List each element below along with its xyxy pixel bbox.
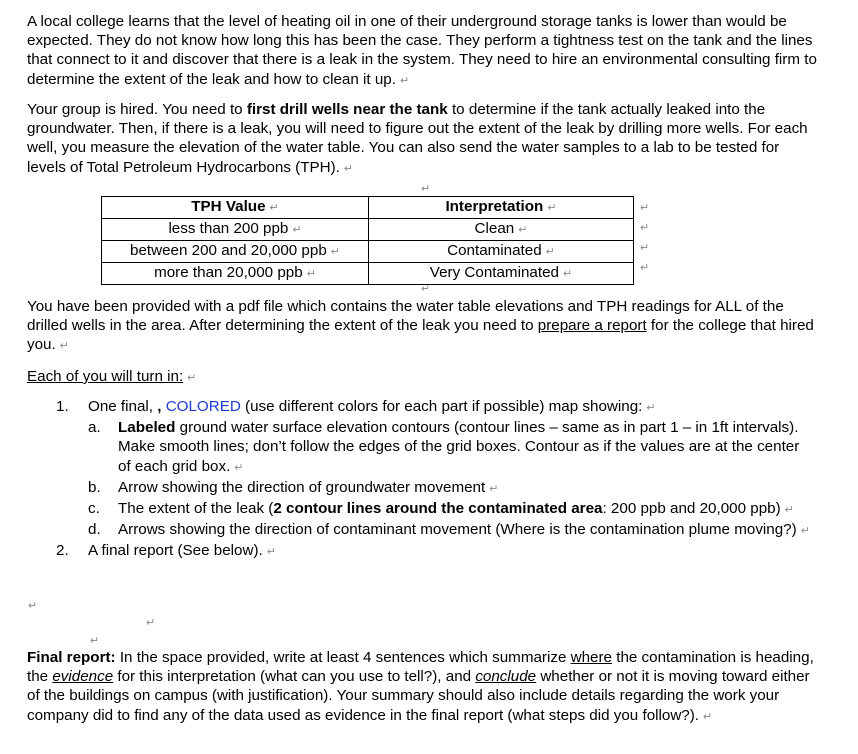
table-row bbox=[102, 263, 634, 285]
table-cell: Very Contaminated ↵ bbox=[369, 263, 634, 285]
row-end-mark-icon: ↵ bbox=[640, 222, 650, 234]
paragraph-mark-icon: ↵ bbox=[90, 635, 100, 647]
list-item: c. The extent of the leak (2 contour lines around the contaminated area: 200 ppb and 20,000 ppb) ↵ bbox=[88, 500, 794, 518]
paragraph-mark-icon: ↵ bbox=[146, 617, 156, 629]
report-link-text: prepare a report bbox=[537, 317, 647, 335]
list-item: d. Arrows showing the direction of contaminant movement (Where is the contamination plume moving?) ↵ bbox=[88, 521, 810, 539]
table-header-cell: TPH Value ↵ bbox=[102, 197, 369, 219]
paragraph-mark-icon: ↵ bbox=[343, 162, 354, 175]
turn-in-heading: Each of you will turn in: ↵ bbox=[27, 368, 197, 385]
list-item: 2. A final report (See below). ↵ bbox=[56, 542, 276, 560]
table-row bbox=[102, 241, 634, 263]
row-end-mark-icon: ↵ bbox=[640, 242, 650, 254]
paragraph-mark-icon: ↵ bbox=[703, 710, 713, 723]
hired-paragraph: Your group is hired. You need to first drill wells near the tank to determine if the tank actually leaked into the groundwater. Then, if there is a leak, you will need to figure out the extent of the leak by drilling more wells. For each well, you measure the elevation of the water table. You can also send the water samples to a lab to be tested for levels of Total Petroleum Hydrocarbons (TPH). ↵ bbox=[27, 101, 808, 176]
paragraph-mark-icon: ↵ bbox=[399, 74, 410, 87]
paragraph-mark-icon: ↵ bbox=[59, 340, 69, 353]
list-item: 1. One final, , COLORED (use different colors for each part if possible) map showing: ↵ a. Labeled ground water surface elevation contours (contour lines – same as in part 1 – in 1ft intervals). Make smooth lines; don’t follow the edges of the grid boxes. Contour as if the values are at the center of each grid box. ↵ b. Arrow showing the direction of groundwater movement ↵ c. The extent of the leak (2 contour lines around the contaminated area: 200 ppb and 20,000 ppb) ↵ d. Arrows showing the direction of contaminant movement (Where is the contamination plume moving?) ↵ bbox=[56, 397, 816, 541]
table-cell: Clean ↵ bbox=[369, 219, 634, 241]
table-cell: more than 20,000 ppb ↵ bbox=[102, 263, 369, 285]
table-cell: between 200 and 20,000 ppb ↵ bbox=[102, 241, 369, 263]
tph-table bbox=[101, 196, 634, 285]
row-end-mark-icon: ↵ bbox=[640, 262, 650, 274]
table-header-cell: Interpretation ↵ bbox=[369, 197, 634, 219]
final-report-paragraph: Final report: In the space provided, write at least 4 sentences which summarize where the contamination is heading, the evidence for this interpretation (what can you use to tell?), and conclude whether or not it is moving toward either of the buildings on campus (with justification). Your summary should also include details regarding the work your company did to find any of the data used as evidence in the final report (what steps did you follow?). ↵ bbox=[27, 649, 814, 724]
table-cell: Contaminated ↵ bbox=[369, 241, 634, 263]
table-row bbox=[102, 219, 634, 241]
provided-paragraph: You have been provided with a pdf file which contains the water table elevations and TPH readings for ALL of the drilled wells in the area. After determining the extent of the leak you need to prepare a report for the college that hired you. ↵ bbox=[27, 298, 814, 354]
paragraph-mark-icon: ↵ bbox=[28, 600, 38, 612]
list-item: a. Labeled ground water surface elevation contours (contour lines – same as in part 1 – in 1ft intervals). Make smooth lines; don’t follow the edges of the grid boxes. Contour as if the values are at the center of each grid box. ↵ bbox=[88, 419, 800, 475]
paragraph-mark-icon: ↵ bbox=[421, 283, 431, 295]
paragraph-mark-icon: ↵ bbox=[421, 183, 431, 195]
turn-in-list bbox=[56, 397, 816, 563]
table-header-row bbox=[102, 197, 634, 219]
list-item: b. Arrow showing the direction of groundwater movement ↵ bbox=[88, 478, 499, 496]
row-end-mark-icon: ↵ bbox=[640, 202, 650, 214]
table-cell: less than 200 ppb ↵ bbox=[102, 219, 369, 241]
intro-paragraph: A local college learns that the level of heating oil in one of their underground storage tanks is lower than would be expected. They do not know how long this has been the case. They perform a tightness test on the tank and the lines that connect to it and discover that there is a leak in the system. They need to hire an environmental consulting firm to determine the extent of the leak and how to clean it up. ↵ bbox=[27, 13, 817, 88]
